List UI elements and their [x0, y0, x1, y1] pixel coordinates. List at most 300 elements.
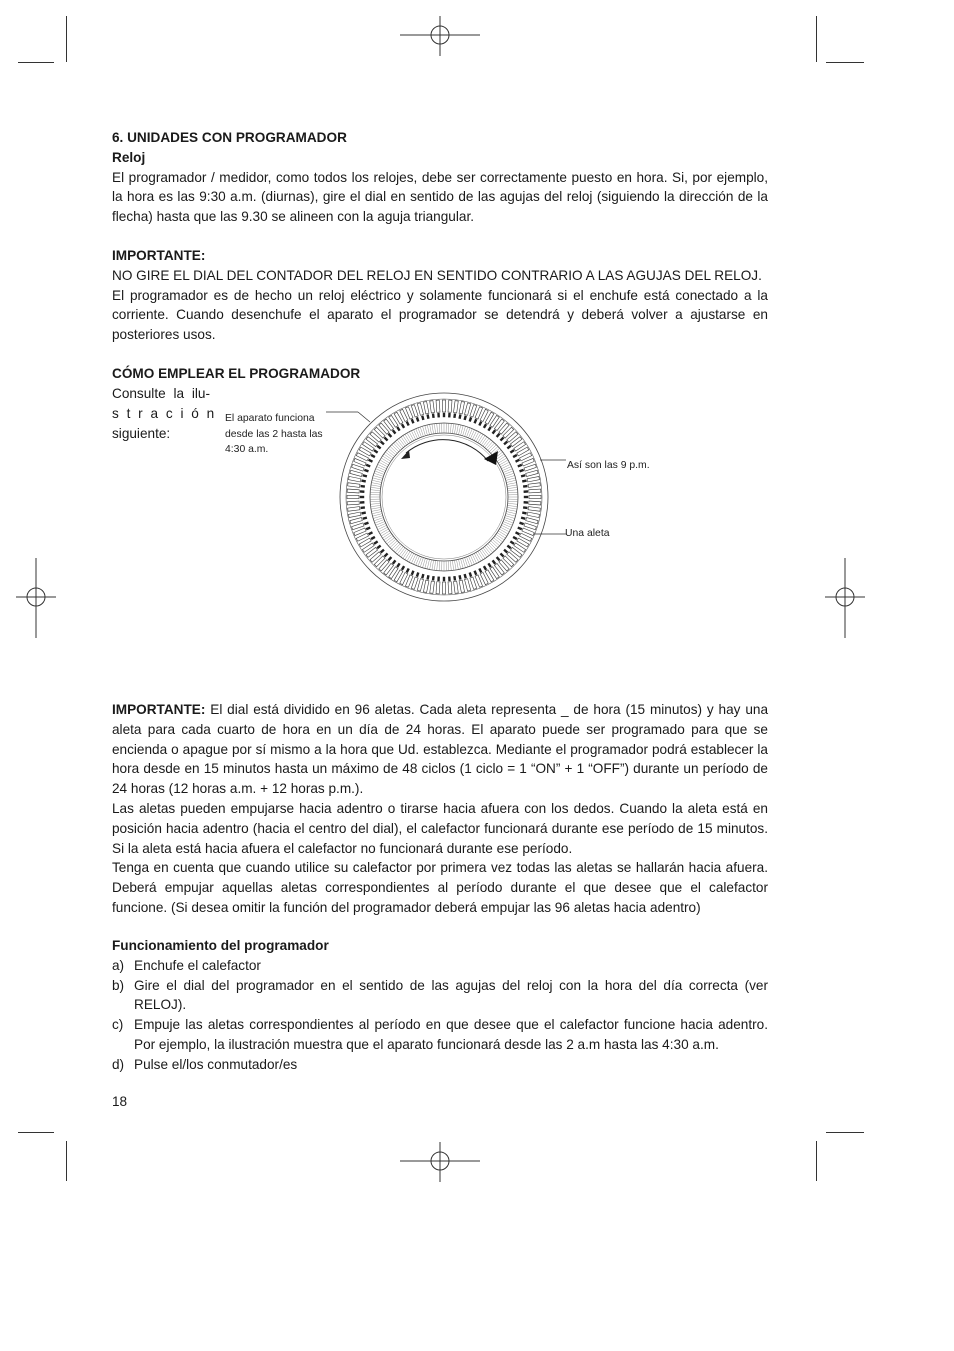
dial-tick: [403, 436, 409, 444]
dial-pin-head: [524, 501, 529, 504]
dial-pin-head: [411, 419, 415, 424]
dial-pin-head: [523, 506, 528, 509]
crop-mark: [816, 16, 817, 62]
dial-tick: [371, 483, 381, 485]
dial-pin: [411, 577, 418, 589]
dial-tick: [378, 464, 387, 468]
dial-tick: [452, 561, 453, 571]
dial-pin-head: [515, 459, 520, 463]
dial-pin-head: [421, 415, 424, 420]
dial-pin-head: [380, 441, 385, 446]
dial-pin: [527, 476, 539, 481]
dial-tick: [371, 487, 381, 488]
important-block-2: [112, 700, 768, 918]
dial-pin: [448, 400, 452, 412]
dial-pin-head: [500, 437, 505, 442]
dial-pin-head: [426, 575, 429, 580]
dial-pin-head: [478, 568, 482, 573]
list-text: Pulse el/los conmutador/es: [134, 1056, 298, 1072]
dial-pin-head: [437, 577, 440, 582]
dial-tick: [371, 505, 381, 506]
dial-tick: [459, 559, 461, 569]
dial-tick: [388, 539, 396, 546]
dial-pin-head: [432, 413, 435, 418]
dial-pin: [436, 582, 440, 594]
dial-tick: [508, 492, 518, 493]
section-subtitle: Reloj: [112, 149, 146, 165]
dial-tick: [407, 433, 412, 442]
dial-tick: [439, 561, 440, 571]
dial-tick: [373, 514, 383, 517]
dial-tick: [405, 551, 410, 560]
dial-tick: [457, 424, 459, 434]
dial-tick: [372, 512, 382, 514]
registration-mark-icon: [16, 558, 56, 638]
dial-pin: [347, 501, 359, 505]
dial-tick: [395, 441, 402, 449]
dial-pin: [470, 577, 477, 589]
dial-pin-head: [463, 415, 466, 420]
dial-tick: [489, 445, 496, 452]
dial-pin-head: [388, 556, 393, 561]
dial-pin-head: [524, 490, 529, 493]
dial-pin: [442, 400, 445, 412]
dial-tick: [452, 424, 453, 434]
dial-pin: [350, 470, 362, 476]
dial-tick: [508, 505, 518, 506]
dial-tick: [498, 531, 507, 536]
dial-pin-head: [376, 445, 381, 450]
dial-pin-head: [453, 576, 456, 581]
dial-tick: [488, 544, 495, 551]
dial-inner-ring: [380, 433, 508, 561]
dial-tick: [380, 529, 389, 534]
dial-tick: [495, 536, 503, 542]
dial-pin-head: [487, 426, 491, 431]
leader-line: [358, 412, 370, 422]
dial-pin-head: [522, 479, 527, 482]
dial-tick: [393, 443, 400, 450]
registration-mark-icon: [400, 16, 480, 56]
dial-tick: [505, 516, 515, 519]
dial-tick: [478, 551, 483, 560]
dial-tick: [399, 438, 405, 446]
dial-tick: [478, 434, 483, 443]
list-marker: d): [112, 1056, 125, 1072]
dial-pin-head: [392, 560, 397, 565]
dial-pin-head: [366, 464, 371, 468]
dial-tick: [489, 542, 496, 549]
page-number: 18: [112, 1094, 128, 1109]
dial-tick: [483, 438, 489, 446]
dial-pin: [526, 470, 538, 476]
dial-tick: [377, 523, 386, 527]
dial-tick: [403, 550, 409, 558]
dial-tick: [411, 431, 415, 440]
dial-pin: [411, 405, 418, 417]
list-marker: b): [112, 977, 125, 993]
important-2-paragraph-3: Tenga en cuenta que cuando utilice su calefactor por primera vez todas las aletas se hallarán hacia afuera. Deberá empujar aquellas aletas correspondientes al período durante el que desee que el calefactor funcione. (Si desea omitir la función del programador deberá empujar las 96 aletas hacia adentro): [112, 860, 768, 915]
dial-tick: [481, 549, 487, 557]
label-operates-line-2: desde las 2 hasta las: [225, 428, 323, 440]
dial-tick: [454, 560, 456, 570]
dial-pin-head: [416, 417, 420, 422]
dial-pin-head: [517, 526, 522, 530]
list-item: [112, 956, 768, 976]
dial-tick: [395, 545, 402, 553]
dial-tick: [407, 552, 412, 561]
dial-pin: [417, 579, 423, 591]
dial-tick: [439, 423, 440, 433]
dial-pin: [524, 464, 536, 471]
page-number-block: [112, 1092, 768, 1112]
dial-pin-head: [500, 553, 505, 558]
dial-pin: [448, 582, 452, 594]
dial-tick: [384, 534, 392, 540]
dial-tick: [448, 423, 449, 433]
dial-pin-head: [384, 437, 389, 442]
dial-tick: [485, 440, 491, 448]
dial-tick: [506, 478, 516, 481]
dial-tick: [383, 456, 391, 462]
dial-tick: [506, 480, 516, 482]
dial-pin-head: [492, 560, 497, 565]
dial-tick: [496, 534, 504, 540]
dial-pin-head: [512, 454, 517, 458]
dial-tick: [390, 446, 397, 453]
dial-pin: [459, 580, 464, 592]
dial-tick: [427, 559, 429, 569]
dial-tick: [497, 456, 505, 462]
dial-pin-head: [503, 441, 508, 446]
dial-pin: [349, 476, 361, 481]
dial-tick: [387, 450, 395, 456]
consult-line-2: stración: [112, 405, 222, 421]
list-text: Empuje las aletas correspondientes al período en que desee que el calefactor funcione hacia adentro. Por ejemplo, la ilustración muestra que el aparato funcionará desde las 2 a.m hasta las 4:30 a.m.: [134, 1017, 768, 1052]
dial-tick: [409, 432, 414, 441]
dial-tick: [401, 437, 407, 445]
dial-pin-head: [368, 531, 373, 535]
dial-pin-head: [463, 574, 466, 579]
dial-tick: [381, 458, 390, 463]
dial-tick: [492, 539, 500, 546]
dial-pin: [528, 507, 540, 512]
dial-pin-head: [361, 511, 366, 514]
dial-pin-head: [360, 485, 365, 488]
operation-block: [112, 936, 768, 1075]
crop-mark: [816, 1141, 817, 1181]
dial-tick: [373, 478, 383, 481]
dial-tick: [508, 487, 518, 488]
dial-tick: [414, 430, 418, 439]
dial-tick: [425, 559, 428, 569]
dial-tick: [508, 501, 518, 502]
dial-tick: [474, 553, 479, 562]
list-text: Enchufe el calefactor: [134, 957, 261, 973]
dial-tick: [401, 549, 407, 557]
dial-tick: [483, 548, 489, 556]
dial-pin: [454, 581, 459, 593]
dial-pin-head: [401, 423, 405, 428]
dial-pin-head: [521, 474, 526, 477]
list-item: [112, 1055, 768, 1075]
dial-pin-head: [483, 423, 487, 428]
dial-pin: [352, 464, 364, 471]
dial-tick: [423, 558, 426, 568]
dial-tick: [384, 454, 392, 460]
dial-tick: [432, 560, 434, 570]
important-2-paragraph-2: Las aletas pueden empujarse hacia adentro o tirarse hacia afuera con los dedos. Cuando la aleta está en posición hacia adentro (hacia el centro del dial), el calefactor funcionará durante ese período de 15 minutos. Si la aleta está hacia afuera el calefactor no funcionará durante ese período.: [112, 800, 768, 856]
dial-pin-head: [437, 413, 440, 418]
list-text: Gire el dial del programador en el sentido de las agujas del reloj con la hora del día correcta (ver RELOJ).: [134, 977, 768, 1013]
dial-tick: [507, 507, 517, 509]
dial-tick: [373, 476, 383, 479]
registration-mark-icon: [825, 558, 865, 638]
dial-tick: [393, 544, 400, 551]
dial-pin-head: [510, 449, 515, 453]
dial-pin: [528, 483, 540, 488]
dial-tick: [390, 541, 397, 548]
dial-tick: [392, 542, 399, 549]
dial-tick: [379, 462, 388, 467]
timer-dial: [220, 388, 660, 608]
dial-tick: [470, 430, 474, 439]
dial-pin-head: [360, 496, 364, 498]
dial-tick: [472, 431, 476, 440]
dial-tick: [377, 467, 386, 471]
operation-heading: Funcionamiento del programador: [112, 938, 329, 953]
label-operates-line-1: El aparato funciona: [225, 413, 315, 424]
crop-mark: [66, 1141, 67, 1181]
dial-pin-head: [510, 540, 515, 544]
dial-pin: [417, 403, 423, 415]
dial-pin-head: [416, 572, 420, 577]
dial-tick: [385, 536, 393, 542]
dial-pin-head: [473, 570, 477, 575]
dial-tick: [459, 425, 461, 435]
dial-pin-head: [507, 445, 512, 450]
label-segment: Una aleta: [565, 528, 610, 539]
dial-pin-head: [473, 419, 477, 424]
dial-tick: [450, 423, 451, 433]
dial-tick: [383, 533, 391, 539]
dial-tick: [486, 441, 493, 449]
dial-pin-head: [411, 570, 415, 575]
crop-mark: [826, 62, 864, 63]
dial-tick: [474, 432, 479, 441]
dial-tick: [500, 527, 509, 532]
dial-pin-head: [373, 449, 378, 453]
dial-tick: [500, 462, 509, 467]
dial-pin-head: [370, 454, 375, 458]
dial-tick: [370, 490, 380, 491]
dial-tick: [432, 424, 434, 434]
dial-pin-head: [492, 429, 497, 434]
dial-pin: [459, 402, 464, 414]
dial-tick: [397, 547, 403, 555]
dial-tick: [370, 503, 380, 504]
dial-pin: [347, 489, 359, 493]
dial-tick: [371, 485, 381, 487]
dial-pin: [348, 507, 360, 512]
dial-pin-head: [507, 545, 512, 550]
dial-pin-head: [362, 516, 367, 519]
dial-pin-head: [406, 421, 410, 426]
dial-tick: [380, 460, 389, 465]
dial-pin: [527, 512, 539, 517]
dial-pin-head: [519, 469, 524, 473]
dial-tick: [485, 547, 491, 555]
dial-pin-head: [360, 506, 365, 509]
label-operates-line-3: 4:30 a.m.: [225, 444, 269, 456]
dial-tick: [507, 510, 517, 512]
dial-pin: [470, 405, 477, 417]
dial-pin-head: [448, 577, 451, 582]
dial-tick: [491, 541, 498, 548]
dial-tick: [379, 527, 388, 532]
dial-pin: [465, 403, 471, 415]
direction-arrow-arc: [406, 440, 488, 461]
dial-pin-head: [401, 565, 405, 570]
dial-tick: [434, 561, 435, 571]
dial-pin: [529, 501, 541, 505]
dial-tick: [388, 448, 396, 455]
dial-tick: [405, 434, 410, 443]
dial-pin-head: [515, 531, 520, 535]
dial-tick: [481, 437, 487, 445]
dial-tick: [508, 503, 518, 504]
important-heading: IMPORTANTE:: [112, 248, 206, 263]
dial-tick: [480, 436, 486, 444]
dial-tick: [414, 555, 418, 564]
dial-tick: [450, 561, 451, 571]
dial-pin: [423, 402, 428, 414]
dial-tick: [454, 424, 456, 434]
dial-pin: [350, 518, 362, 524]
dial-tick: [507, 483, 517, 485]
dial-pin-head: [469, 572, 473, 577]
dial-pin-head: [517, 464, 522, 468]
dial-pin-head: [366, 526, 371, 530]
dial-pin-head: [487, 563, 491, 568]
dial-tick: [437, 561, 438, 571]
dial-tick: [392, 445, 399, 452]
dial-tick: [387, 538, 395, 544]
dial-tick: [494, 538, 502, 544]
dial-tick: [381, 531, 390, 536]
dial-tick: [370, 501, 380, 502]
dial-pin-head: [384, 553, 389, 558]
dial-tick: [506, 514, 516, 517]
dial-tick: [397, 440, 403, 448]
dial-pin: [529, 495, 541, 498]
dial-tick: [411, 554, 415, 563]
dial-pin-head: [376, 545, 381, 550]
consult-line-3: siguiente:: [112, 425, 171, 441]
dial-tick: [430, 424, 432, 434]
important-2-heading: IMPORTANTE:: [112, 702, 206, 717]
dial-tick: [409, 553, 414, 562]
dial-tick: [448, 561, 449, 571]
dial-tick: [437, 423, 438, 433]
clock-paragraph: El programador / medidor, como todos los relojes, debe ser correctamente puesto en hora. Si, por ejemplo, la hora es las 9:30 a.m. (diurnas), gire el dial en sentido de las agujas del reloj (siguiendo la dirección de la flecha) hasta que las 9.30 se alineen con la aguja triangular.: [112, 169, 768, 225]
crop-mark: [66, 16, 67, 62]
dial-pin: [348, 483, 360, 488]
dial-tick: [427, 425, 429, 435]
list-item: [112, 976, 768, 1016]
list-marker: c): [112, 1017, 124, 1033]
dial-pin-head: [380, 549, 385, 554]
registration-mark-icon: [400, 1142, 480, 1182]
dial-tick: [499, 529, 508, 534]
dial-pin-head: [396, 426, 400, 431]
dial-inner-ring: [382, 435, 506, 559]
dial-tick: [472, 554, 476, 563]
dial-pin-head: [362, 474, 367, 477]
dial-tick: [430, 560, 432, 570]
dial-tick: [463, 558, 466, 568]
dial-tick: [425, 426, 428, 436]
dial-pin-head: [469, 417, 473, 422]
dial-pin: [454, 401, 459, 413]
dial-pin: [524, 523, 536, 530]
dial-tick: [501, 464, 510, 468]
dial-pin-head: [426, 414, 429, 419]
dial-pin: [430, 401, 435, 413]
dial-tick: [501, 525, 510, 529]
dial-pin-head: [360, 501, 365, 504]
dial-pin-head: [458, 414, 461, 419]
list-item: [112, 1015, 768, 1055]
dial-pin-head: [361, 479, 366, 482]
dial-pin: [347, 495, 359, 498]
dial-pin-head: [522, 511, 527, 514]
dial-pin-head: [406, 568, 410, 573]
dial-tick: [399, 548, 405, 556]
important-paragraph: El programador es de hecho un reloj eléctrico y solamente funcionará si el enchufe está conectado a la corriente. Cuando desenchufe el aparato el programador se detendrá y deberá volver a ajustarse en posteriores usos.: [112, 287, 768, 343]
dial-pin-head: [521, 516, 526, 519]
dial-tick: [470, 555, 474, 564]
dial-pin-head: [392, 429, 397, 434]
dial-tick: [502, 467, 511, 471]
dial-tick: [461, 559, 464, 569]
dial-pin-head: [421, 574, 424, 579]
dial-pin-head: [432, 576, 435, 581]
dial-pin-head: [478, 421, 482, 426]
dial-tick: [385, 452, 393, 458]
dial-pin-head: [512, 536, 517, 540]
dial-pin-head: [360, 490, 365, 493]
section-clock: [112, 128, 768, 227]
dial-pin-head: [453, 413, 456, 418]
dial-tick: [371, 507, 381, 509]
dial-pin-head: [443, 577, 445, 581]
dial-pin: [430, 581, 435, 593]
dial-pin-head: [524, 496, 528, 498]
dial-pin-head: [396, 563, 400, 568]
dial-tick: [371, 510, 381, 512]
dial-tick: [507, 485, 517, 487]
dial-pin-head: [523, 485, 528, 488]
how-to-heading-block: [112, 364, 768, 384]
dial-pin-head: [388, 433, 393, 438]
dial-pin-head: [496, 556, 501, 561]
dial-pin-head: [364, 522, 369, 526]
dial-pin-head: [483, 565, 487, 570]
consult-line-1: Consulte la ilu-: [112, 386, 210, 401]
label-time: Así son las 9 p.m.: [567, 460, 650, 471]
dial-pin-head: [368, 459, 373, 463]
